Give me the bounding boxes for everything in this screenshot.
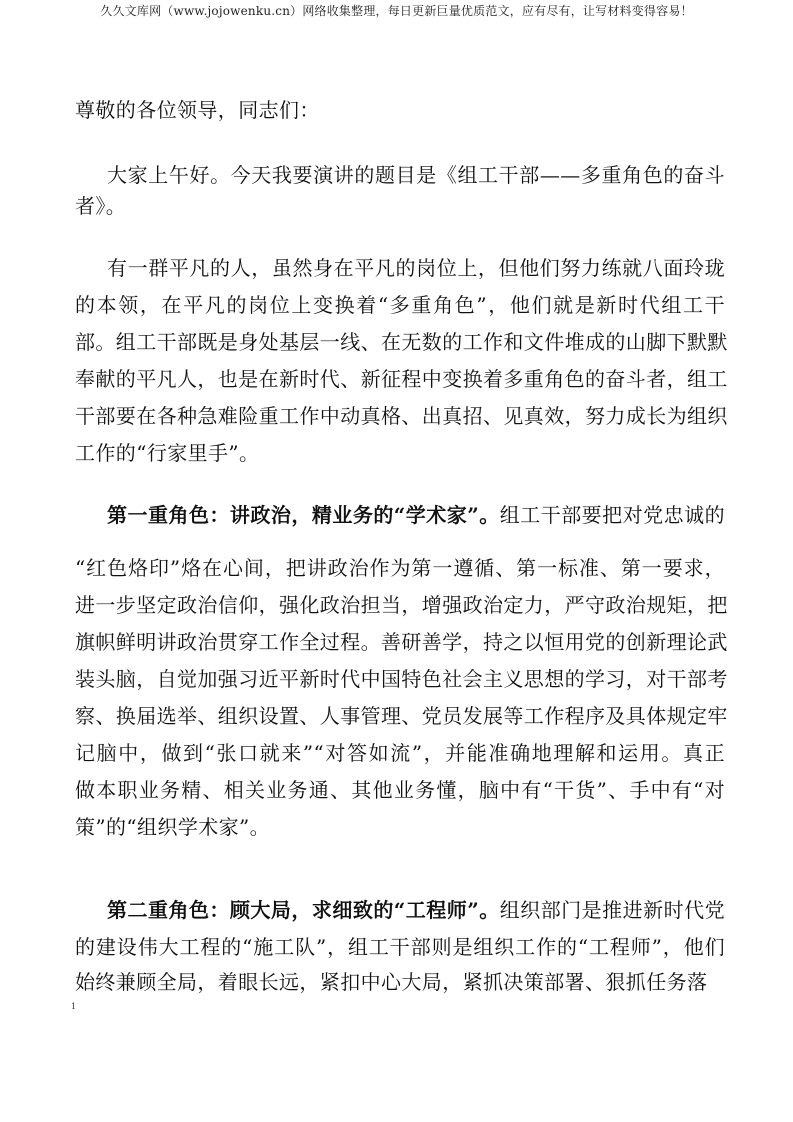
paragraph-4-line-2: 的建设伟大工程的“施工队”，组工干部则是组织工作的“工程师”，他们 (75, 935, 725, 959)
paragraph-3-line-1 (75, 500, 725, 530)
page-header-banner: 久久文库网（www.jojowenku.cn）网络收集整理，每日更新巨量优质范文，应有尽有，让写材料变得容易！ (100, 4, 693, 18)
paragraph-3-line-9: 策”的“组织学术家”。 (75, 815, 271, 839)
paragraph-3-line-3: 进一步坚定政治信仰，强化政治担当，增强政治定力，严守政治规矩，把 (75, 593, 728, 617)
paragraph-3-line-1-text: 组工干部要把对党忠诚的 (499, 503, 725, 527)
paragraph-4-line-1-text: 组织部门是推进新时代党 (499, 898, 725, 922)
page-number: 1 (71, 1002, 77, 1011)
section-heading-1: 第一重角色：讲政治，精业务的“学术家”。 (107, 503, 500, 527)
salutation: 尊敬的各位领导，同志们： (75, 98, 320, 122)
paragraph-1-line-1: 大家上午好。今天我要演讲的题目是《组工干部——多重角色的奋斗 (107, 163, 725, 187)
paragraph-2-line-6: 工作的“行家里手”。 (75, 441, 260, 465)
paragraph-4-line-1 (75, 895, 725, 925)
paragraph-1-line-2: 者》。 (75, 194, 127, 218)
paragraph-3-line-2: “红色烙印”烙在心间，把讲政治作为第一遵循、第一标准、第一要求， (75, 556, 725, 580)
paragraph-4-line-3: 始终兼顾全局，着眼长远，紧扣中心大局，紧抓决策部署、狠抓任务落 (75, 970, 708, 994)
section-heading-2: 第二重角色：顾大局，求细致的“工程师”。 (107, 898, 500, 922)
paragraph-3-line-8: 做本职业务精、相关业务通、其他业务懂，脑中有“干货”、手中有“对 (75, 778, 725, 802)
paragraph-2-line-2: 的本领，在平凡的岗位上变换着“多重角色”，他们就是新时代组工干 (75, 293, 725, 317)
paragraph-2-line-3: 部。组工干部既是身处基层一线、在无数的工作和文件堆成的山脚下默默 (75, 330, 728, 354)
paragraph-2-line-4: 奉献的平凡人，也是在新时代、新征程中变换着多重角色的奋斗者，组工 (75, 367, 728, 391)
paragraph-3-line-6: 察、换届选举、组织设置、人事管理、党员发展等工作程序及具体规定牢 (75, 704, 728, 728)
paragraph-3-line-4: 旗帜鲜明讲政治贯穿工作全过程。善研善学，持之以恒用党的创新理论武 (75, 630, 728, 654)
paragraph-2-line-1: 有一群平凡的人，虽然身在平凡的岗位上，但他们努力练就八面玲珑 (107, 256, 725, 280)
paragraph-3-line-5: 装头脑，自觉加强习近平新时代中国特色社会主义思想的学习，对干部考 (75, 667, 728, 691)
paragraph-2-line-5: 干部要在各种急难险重工作中动真格、出真招、见真效，努力成长为组织 (75, 404, 728, 428)
paragraph-3-line-7: 记脑中，做到“张口就来”“对答如流”，并能准确地理解和运用。真正 (75, 741, 725, 765)
